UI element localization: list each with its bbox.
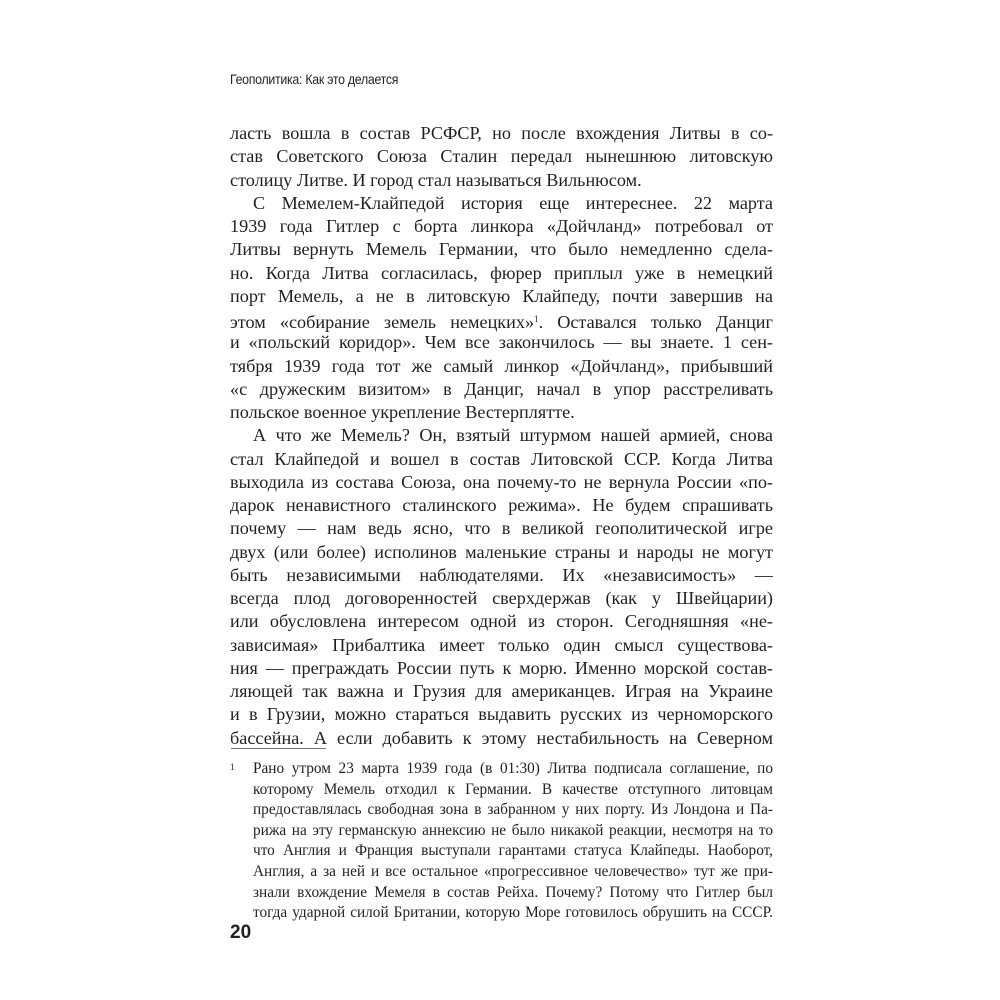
text-line: быть независимыми наблюдателями. Их «независимость» —: [230, 564, 773, 585]
text-line: А что же Мемель? Он, взятый штурмом нашей армией, снова: [253, 425, 773, 446]
text-line: почему — нам ведь ясно, что в великой геополитической игре: [230, 518, 773, 539]
text-line: и «польский коридор». Чем все закончилось — вы знаете. 1 сен-: [230, 332, 773, 353]
text-line: порт Мемель, а не в литовскую Клайпеду, почти завершив на: [230, 285, 773, 306]
footnote-reference[interactable]: 1: [534, 314, 539, 324]
footnote-line: знали вхождение Мемеля в состав Рейха. Почему? Потому что Гитлер был: [253, 883, 773, 901]
footnote-line: которому Мемель отходил к Германии. В качестве отступного литовцам: [253, 780, 773, 798]
page-number: 20: [230, 922, 252, 943]
text-line: ния — преграждать России путь к морю. Именно морской состав-: [230, 657, 773, 678]
text-line: стал Клайпедой и вошел в состав Литовской ССР. Когда Литва: [230, 448, 773, 469]
text-line: С Мемелем-Клайпедой история еще интереснее. 22 марта: [253, 192, 773, 213]
footnote-line: Англия, а за ней и все остальное «прогрессивное человечество» тут же при-: [253, 862, 773, 880]
text-line: выходила из состава Союза, она почему-то не вернула России «по-: [230, 471, 773, 492]
footnote-line: Рано утром 23 марта 1939 года (в 01:30) Литва подписала соглашение, по: [253, 760, 773, 777]
body-text: [230, 122, 773, 750]
text-line: этом «собирание земель немецких»$^1$. Оставался только Данциг: [230, 312, 774, 332]
footnote: [230, 759, 773, 924]
text-line: и в Грузии, можно стараться выдавить русских из черноморского: [230, 704, 773, 725]
footnote-line: предоставлялась свободная зона в забранном у них порту. Из Лондона и Па-: [253, 801, 773, 819]
text-line: 1939 года Гитлер с борта линкора «Дойчланд» потребовал от: [230, 216, 773, 236]
text-line: столицу Литве. И город стал называться Вильнюсом.: [230, 169, 642, 190]
text-line: польское военное укрепление Вестерплятте.: [230, 402, 575, 422]
text-line: но. Когда Литва согласилась, фюрер приплыл уже в немецкий: [230, 262, 773, 283]
text-line: став Советского Союза Сталин передал нынешнюю литовскую: [230, 146, 773, 167]
text-line: «с дружеским визитом» в Данциг, начал в упор расстреливать: [230, 378, 773, 399]
footnote-line: тогда ударной силой Британии, которую Море готовилось обрушить на СССР.: [253, 904, 773, 922]
text-line: или обусловлена интересом одной из сторон. Сегодняшняя «не-: [230, 611, 773, 632]
footnote-line: что Англия и Франция выступали гарантами статуса Клайпеды. Наоборот,: [253, 842, 773, 860]
text-line: дарок ненавистного сталинского режима». Не будем спрашивать: [230, 495, 773, 515]
footnote-line: рижа на эту германскую аннексию не было никакой реакции, несмотря на то: [253, 821, 773, 839]
running-header: Геополитика: Как это делается: [230, 71, 399, 87]
text-line: бассейна. А если добавить к этому нестабильность на Северном: [230, 727, 773, 748]
text-line: ляющей так важна и Грузия для американцев. Играя на Украине: [230, 681, 773, 701]
text-line: ласть вошла в состав РСФСР, но после вхождения Литвы в со-: [230, 123, 773, 143]
footnote-mark: 1: [230, 762, 235, 772]
text-line: зависимая» Прибалтика имеет только один смысл существова-: [230, 634, 773, 655]
text-line: двух (или более) исполинов маленькие страны и народы не могут: [230, 541, 773, 562]
footnote-divider: [231, 748, 326, 749]
text-line: тября 1939 года тот же самый линкор «Дойчланд», прибывший: [230, 355, 773, 376]
text-line: всегда плод договоренностей сверхдержав (как у Швейцарии): [230, 588, 773, 608]
text-line: Литвы вернуть Мемель Германии, что было немедленно сдела-: [230, 239, 773, 260]
